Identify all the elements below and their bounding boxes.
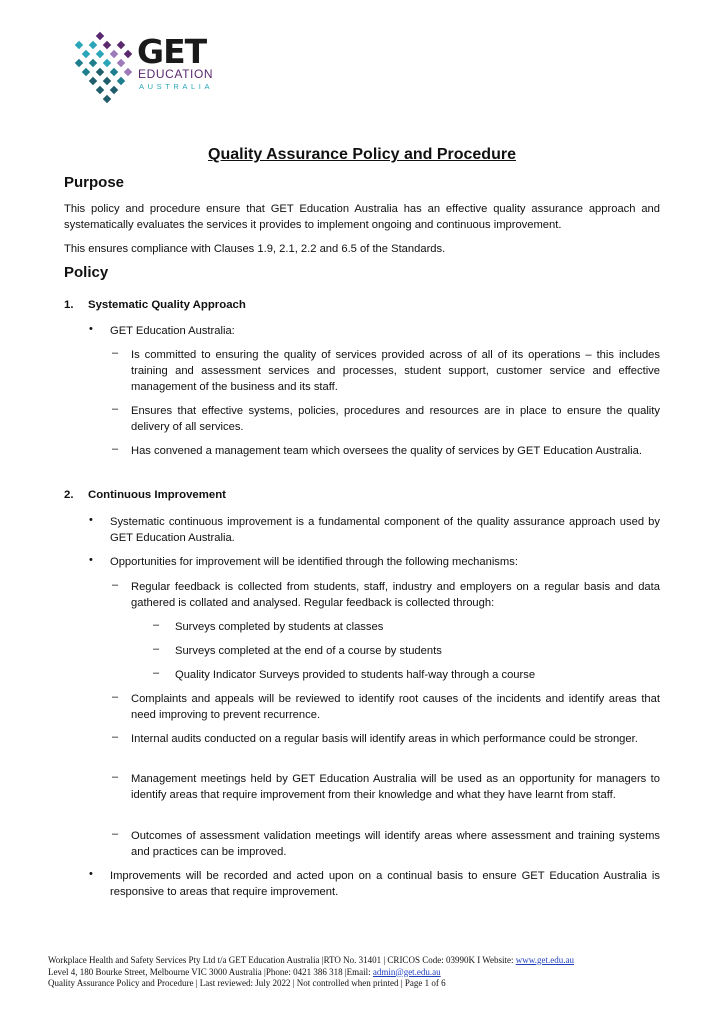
footer-line-3: Quality Assurance Policy and Procedure | Last reviewed: July 2022 | Not controlled when printed | Page 1 of 6 bbox=[48, 978, 446, 988]
footer-company-info: Workplace Health and Safety Services Pty Ltd t/a GET Education Australia |RTO No. 31401 | CRICOS Code: 03990K I Website: bbox=[48, 955, 516, 965]
section-1-dash-1: Is committed to ensuring the quality of services provided across of all of its operations – this includes training and assessment services and processes, student support, customer service and effective management of the business and its staff. bbox=[131, 349, 660, 393]
section-1-dash-3: Has convened a management team which oversees the quality of services by GET Education Australia. bbox=[131, 445, 642, 457]
section-2-bullet-2: Opportunities for improvement will be identified through the following mechanisms: bbox=[110, 556, 518, 568]
dash-icon: – bbox=[112, 691, 119, 703]
dash-icon: – bbox=[153, 667, 160, 679]
purpose-heading: Purpose bbox=[64, 174, 125, 191]
website-link[interactable]: www.get.edu.au bbox=[515, 955, 574, 965]
feedback-source-3: Quality Indicator Surveys provided to students half-way through a course bbox=[175, 669, 536, 681]
section-2-bullet-3: Improvements will be recorded and acted upon on a continual basis to ensure GET Education Australia is responsive to areas that require improvement. bbox=[110, 870, 660, 898]
section-2-heading: Continuous Improvement bbox=[88, 489, 226, 501]
company-logo bbox=[74, 30, 244, 110]
section-1-bullet: GET Education Australia: bbox=[110, 325, 235, 337]
bullet-icon: • bbox=[89, 554, 93, 566]
mechanism-3: Internal audits conducted on a regular basis will identify areas in which performance could be stronger. bbox=[131, 733, 638, 745]
section-1-number: 1. bbox=[64, 299, 74, 311]
logo-education: EDUCATION bbox=[138, 67, 214, 81]
dash-icon: – bbox=[112, 828, 119, 840]
dash-icon: – bbox=[112, 579, 119, 591]
bullet-icon: • bbox=[89, 323, 93, 335]
mechanism-1: Regular feedback is collected from students, staff, industry and employers on a regular basis and data gathered is collated and analysed. Regular feedback is collected through: bbox=[131, 581, 660, 609]
bullet-icon: • bbox=[89, 868, 93, 880]
dash-icon: – bbox=[112, 443, 119, 455]
dash-icon: – bbox=[153, 619, 160, 631]
footer-line-2 bbox=[48, 967, 574, 979]
section-2-bullet-1: Systematic continuous improvement is a fundamental component of the quality assurance approach used by GET Education Australia. bbox=[110, 516, 660, 544]
mechanism-4: Management meetings held by GET Education Australia will be used as an opportunity for managers to identify areas that require improvement from their knowledge and what they have learnt from staff. bbox=[131, 773, 660, 801]
logo-wordmark: GET bbox=[137, 32, 207, 71]
purpose-paragraph-1: This policy and procedure ensure that GET Education Australia has an effective quality assurance approach and systematically evaluates the services it provides to implement ongoing and continuous improvement. bbox=[64, 203, 660, 231]
bullet-icon: • bbox=[89, 514, 93, 526]
dash-icon: – bbox=[112, 347, 119, 359]
footer-address: Level 4, 180 Bourke Street, Melbourne VIC 3000 Australia |Phone: 0421 386 318 |Email: bbox=[48, 966, 373, 977]
page-title: Quality Assurance Policy and Procedure bbox=[208, 146, 516, 163]
dash-icon: – bbox=[153, 643, 160, 655]
email-link[interactable]: admin@get.edu.au bbox=[372, 966, 441, 977]
mechanism-5: Outcomes of assessment validation meetings will identify areas where assessment and training systems and practices can be improved. bbox=[131, 830, 660, 858]
section-1-dash-2: Ensures that effective systems, policies, procedures and resources are in place to ensure the quality delivery of all services. bbox=[131, 405, 660, 433]
purpose-paragraph-2: This ensures compliance with Clauses 1.9, 2.1, 2.2 and 6.5 of the Standards. bbox=[64, 243, 446, 255]
dash-icon: – bbox=[112, 403, 119, 415]
mechanism-2: Complaints and appeals will be reviewed to identify root causes of the incidents and identify areas that need improving to prevent recurrence. bbox=[131, 693, 660, 721]
dash-icon: – bbox=[112, 771, 119, 783]
policy-heading: Policy bbox=[64, 264, 109, 281]
footer-line-1 bbox=[48, 955, 574, 967]
feedback-source-2: Surveys completed at the end of a course by students bbox=[175, 645, 442, 657]
dash-icon: – bbox=[112, 731, 119, 743]
section-2-number: 2. bbox=[64, 489, 74, 501]
logo-australia: AUSTRALIA bbox=[139, 82, 214, 91]
feedback-source-1: Surveys completed by students at classes bbox=[175, 621, 384, 633]
footer bbox=[48, 955, 574, 990]
section-1-heading: Systematic Quality Approach bbox=[88, 299, 246, 311]
